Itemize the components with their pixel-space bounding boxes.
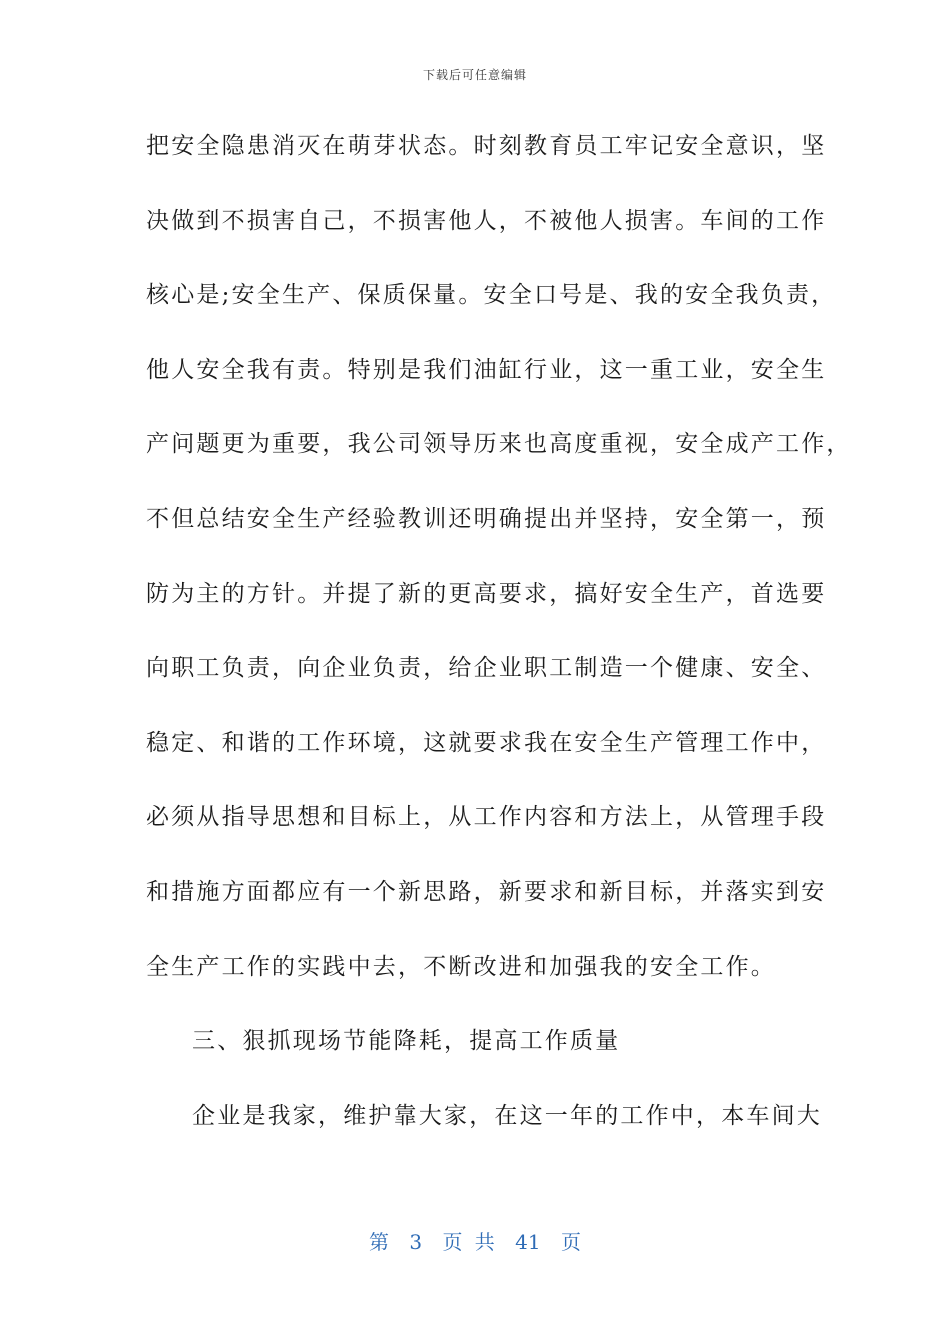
page-number-footer bbox=[0, 1226, 950, 1255]
body-line-7: 防为主的方针。并提了新的更高要求，搞好安全生产，首选要 bbox=[146, 580, 827, 607]
body-line-9: 稳定、和谐的工作环境，这就要求我在安全生产管理工作中， bbox=[146, 729, 827, 756]
body-line-2: 决做到不损害自己，不损害他人，不被他人损害。车间的工作 bbox=[146, 207, 827, 234]
body-line-11: 和措施方面都应有一个新思路，新要求和新目标，并落实到安 bbox=[146, 878, 827, 905]
body-line-1: 把安全隐患消灭在萌芽状态。时刻教育员工牢记安全意识，坚 bbox=[146, 133, 827, 159]
body-line-6: 不但总结安全生产经验教训还明确提出并坚持，安全第一，预 bbox=[146, 505, 827, 532]
body-line-4: 他人安全我有责。特别是我们油缸行业，这一重工业，安全生 bbox=[146, 356, 827, 383]
body-line-8: 向职工负责，向企业负责，给企业职工制造一个健康、安全、 bbox=[146, 655, 827, 682]
header-note: 下载后可任意编辑 bbox=[422, 68, 527, 82]
section-heading: 三、狠抓现场节能降耗，提高工作质量 bbox=[192, 1028, 621, 1055]
current-page-number: 3 bbox=[409, 1230, 423, 1254]
body-line-5: 产问题更为重要，我公司领导历来也高度重视，安全成产工作， bbox=[146, 431, 852, 458]
body-line-14: 企业是我家，维护靠大家，在这一年的工作中，本车间大 bbox=[192, 1102, 822, 1129]
body-line-12: 全生产工作的实践中去，不断改进和加强我的安全工作。 bbox=[146, 953, 776, 980]
document-body bbox=[146, 120, 852, 1164]
body-line-10: 必须从指导思想和目标上，从工作内容和方法上，从管理手段 bbox=[146, 804, 827, 831]
page-label-mid: 页 共 bbox=[442, 1230, 495, 1254]
page-label-prefix: 第 bbox=[369, 1230, 389, 1254]
body-line-3: 核心是;安全生产、保质保量。安全口号是、我的安全我负责， bbox=[146, 282, 837, 309]
total-pages-number: 41 bbox=[515, 1230, 541, 1254]
page-label-suffix: 页 bbox=[560, 1230, 581, 1254]
